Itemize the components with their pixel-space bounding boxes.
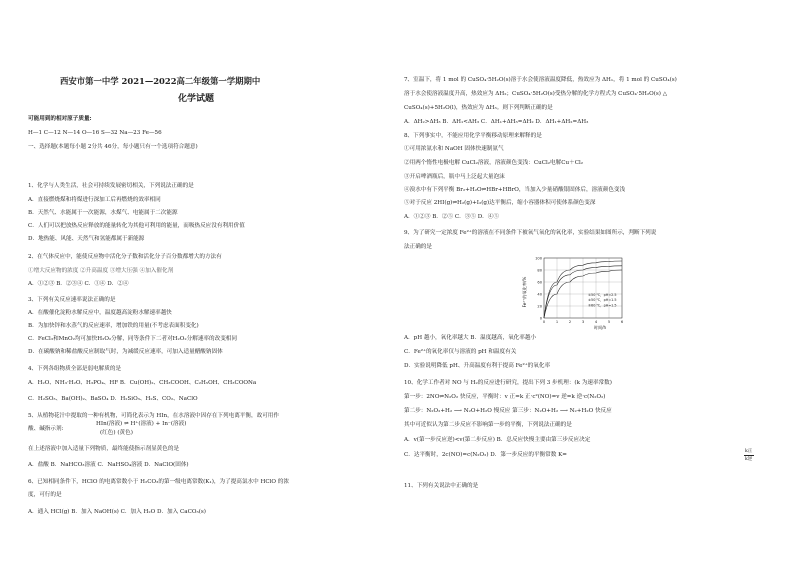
- question-line: (红色) (黄色): [100, 430, 133, 436]
- question-line: C．FeCl₃和MnO₂均可加快H₂O₂分解，同等条件下二者对H₂O₂分解速率的改变相同: [28, 336, 237, 342]
- question-line: ①可用浓氨水和 NaOH 固体快速制氨气: [404, 146, 504, 152]
- question-line: A．v(第一步反应逆)<v(第二步反应) B．总反应快慢主要由第三步反应决定: [404, 437, 591, 443]
- question-line: 2、在气体反应中，能使反应物中活化分子数和活化分子百分数都增大的方法有: [28, 254, 222, 260]
- y-tick-label: 0: [539, 316, 542, 321]
- question-line: ⑤对于反应 2HI(g)⇌H₂(g)+I₂(g)达平衡后，缩小容器体积可使体系颜色变深: [404, 200, 596, 206]
- question-line: D．实验说明降低 pH、升高温度有利于提高 Fe²⁺的氧化率: [404, 363, 551, 369]
- question-line: 5、从植物花汁中提取的一种有机物，可简化表示为 HIn，在水溶液中因存在下列电离平衡，故可用作: [28, 413, 279, 419]
- chart-xlabel: 时间/h: [593, 325, 607, 330]
- legend-entry-1: ①50 ℃，pH=2.5: [588, 293, 617, 297]
- fraction-numerator: k正: [745, 449, 753, 454]
- question-line: 度，可行的是: [28, 492, 62, 498]
- question-line: C．H₂SO₃、Ba(OH)₂、BaSO₄ D．H₂SiO₃、H₂S、CO₂、NaClO: [28, 396, 198, 402]
- question-line: D．地热能、风能、天然气和氢能都属于新能源: [28, 236, 145, 242]
- question-line: A．①②③ B．②⑤ C．③⑤ D．④⑤: [404, 214, 499, 220]
- exam-title: 西安市第一中学 2021—2022高二年级第一学期期中: [60, 76, 261, 86]
- y-tick-label: 60: [537, 280, 542, 285]
- question-line: 10、化学工作者对 NO 与 H₂的反应进行研究，提出下列 3 步机理：(k 为速率常数): [404, 380, 612, 386]
- oxidation-rate-chart: [522, 252, 632, 332]
- question-line: 溶于水会使溶液温度升高，热效应为 ΔH₂；CuSO₄·5H₂O(s)受热分解的化学方程式为 CuSO₄·5H₂O(s) △: [404, 91, 668, 97]
- question-line: A．直接燃烧煤和将煤进行深加工后再燃烧的效率相同: [28, 197, 161, 203]
- question-line: HIn(溶液) ⇌ H⁺(溶液) + In⁻(溶液): [96, 421, 187, 427]
- question-line: 第一步：2NO⇌N₂O₂ 快反应，平衡时：v 正=k 正·c²(NO)=v 逆=k 逆·c(N₂O₂): [404, 394, 606, 400]
- x-tick-label: 3: [581, 320, 585, 324]
- question-line: 3、下列有关反应速率说法正确的是: [28, 297, 116, 303]
- legend-entry-2: ②50 ℃，pH=1.5: [588, 298, 617, 303]
- question-line: C．Fe²⁺的氧化率仅与溶液的 pH 和温度有关: [404, 349, 517, 355]
- question-line: 6、已知相同条件下，HClO 的电离常数小于 H₂CO₃的第一级电离常数(K₁)，为了提高氯水中 HClO 的浓: [28, 479, 289, 485]
- y-tick-label: 40: [537, 292, 542, 297]
- question-line: A．①②③ B．②③④ C．①④ D．②④: [28, 281, 129, 287]
- question-line: CuSO₄(s)+5H₂O(l)，热效应为 ΔH₃。则下列判断正确的是: [404, 105, 553, 111]
- legend-entry-3: ③60 ℃，pH=1.5: [588, 303, 617, 308]
- question-line: C．人们可以把放热反应释放的能量转化为其他可利用的能量，而吸热反应没有利用价值: [28, 223, 245, 229]
- x-tick-label: 1: [555, 320, 559, 324]
- chart-ylabel: Fe²⁺的氧化率/%: [522, 276, 527, 308]
- question-line: A．通入 HCl(g) B．加入 NaOH(s) C．加入 H₂O D．加入 CaCO₃(s): [28, 509, 206, 515]
- exam-subtitle: 化学试题: [178, 94, 215, 104]
- atomic-masses: H—1 C—12 N—14 O—16 S—32 Na—23 Fe—56: [28, 130, 162, 136]
- x-tick-label: 6: [620, 320, 624, 324]
- question-line: 其中可近似认为第二步反应不影响第一步的平衡，下列说法正确的是: [404, 422, 572, 428]
- question-line: 4、下列各组物质全部是弱电解质的是: [28, 366, 122, 372]
- question-line: C．达平衡时，2c(NO)=c(N₂O₂) D．第一步反应的平衡常数 K=: [404, 452, 567, 458]
- question-line: A．ΔH₂>ΔH₃ B．ΔH₁<ΔH₃ C．ΔH₁+ΔH₃=ΔH₂ D．ΔH₁+ΔH₂=ΔH₃: [404, 119, 589, 125]
- question-line: ③开启啤酒瓶后，瓶中马上泛起大量泡沫: [404, 174, 505, 180]
- y-tick-label: 80: [537, 268, 542, 273]
- question-line: A．H₂O、NH₃·H₂O、H₃PO₄、HF B．Cu(OH)₂、CH₃COOH、C₂H₅OH、CH₃COONa: [28, 380, 257, 386]
- question-line: B．天然气、水能属于一次能源，水煤气、电能属于二次能源: [28, 210, 178, 216]
- question-line: B．为加快锌和水蒸气的反应速率，增加铁的用量(不考虑表面积变化): [28, 323, 199, 329]
- question-line: 7、室温下，将 1 mol 的 CuSO₄·5H₂O(s)溶于水会使溶液温度降低，热效应为 ΔH₁，将 1 mol 的 CuSO₄(s): [404, 77, 677, 83]
- question-line: D．在碳酸钠和稀盐酸反应制取气时，为减缓反应速率，可加入适量醋酸钠固体: [28, 349, 223, 355]
- question-line: 法正确的是: [404, 244, 432, 250]
- question-line: A．在酸催化淀粉水解反应中，温度越高淀粉水解速率越快: [28, 310, 172, 316]
- question-line: A．盐酸 B．NaHCO₃溶液 C．NaHSO₄溶液 D．NaClO(固体): [28, 462, 189, 468]
- question-line: 在上述溶液中加入适量下列物质，最终能使指示剂显黄色的是: [28, 446, 180, 452]
- question-line: A．pH 越小，氧化率越大 B．温度越高，氧化率越小: [404, 335, 537, 341]
- question-line: 9、为了研究一定浓度 Fe²⁺的溶液在不同条件下被氧气氧化的氧化率，实验结果如图所示，判断下列说: [404, 230, 657, 236]
- fraction-denominator: k逆: [745, 457, 753, 462]
- chart-grid: [544, 258, 622, 318]
- chart-legend: [588, 293, 617, 307]
- question-line: ④溴水中有下列平衡 Br₂+H₂O⇌HBr+HBrO，当加入少量硝酸银固体后，溶液颜色变浅: [404, 187, 626, 193]
- section-heading: 一、选择题(本题每小题 2分共 46分，每小题只有一个选项符合题意): [28, 144, 198, 150]
- question-line: 1、化学与人类生活，社会可持续发展密切相关，下列说法正确的是: [28, 183, 194, 189]
- question-line: ①增大反应物的浓度 ②升高温度 ③增大压强 ④加入催化剂: [28, 268, 174, 274]
- y-tick-label: 20: [537, 304, 542, 309]
- x-tick-label: 0: [542, 320, 546, 324]
- question-line: 第二步：N₂O₂+H₂ ⟶ N₂O+H₂O 慢反应 第三步：N₂O+H₂ ⟶ N₂+H₂O 快反应: [404, 408, 612, 414]
- question-line: 11、下列有关说法中正确的是: [404, 483, 479, 489]
- x-tick-label: 4: [594, 320, 598, 324]
- question-line: ②用两个惰性电极电解 CuCl₂溶液，溶液颜色变浅：CuCl₂电解Cu＋Cl₂: [404, 160, 584, 166]
- x-tick-label: 5: [607, 320, 611, 324]
- x-tick-label: 2: [568, 320, 572, 324]
- question-line: 8、下列事实中，不能应用化学平衡移动原理来解释的是: [404, 133, 542, 139]
- y-tick-label: 100: [535, 256, 542, 261]
- atomic-masses-label: 可能用到的相对原子质量:: [28, 116, 92, 122]
- question-line: 酸、碱指示剂:: [28, 426, 64, 432]
